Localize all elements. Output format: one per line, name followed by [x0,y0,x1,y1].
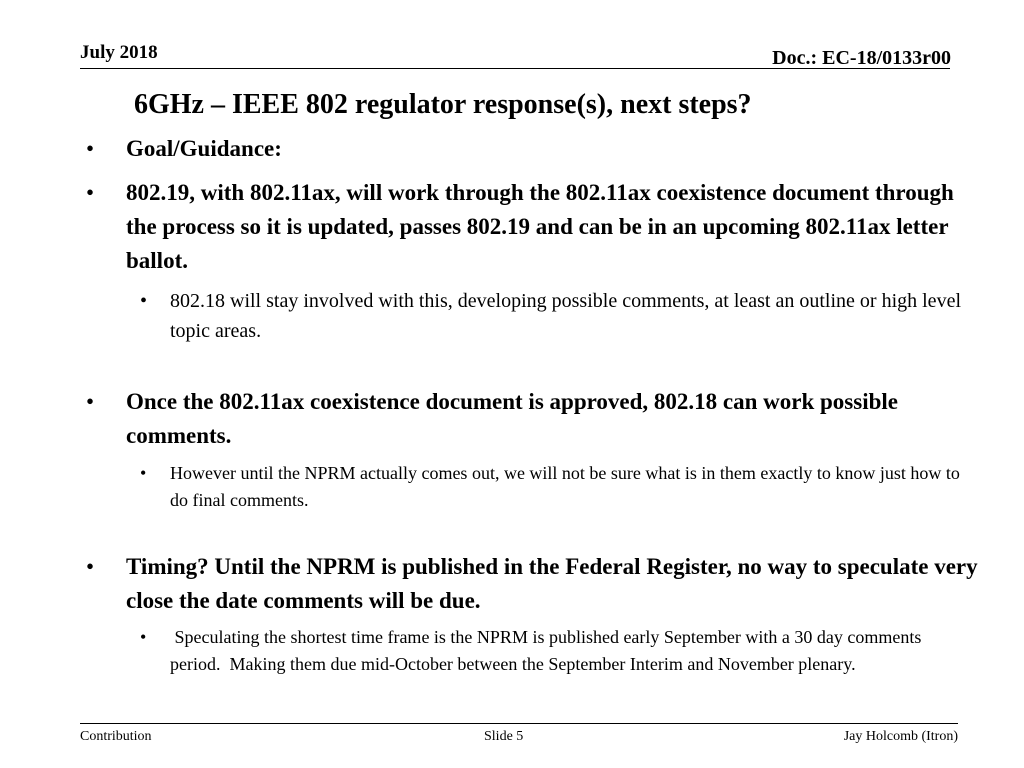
bullet-text: Timing? Until the NPRM is published in the Federal Register, no way to speculate very close the date comments will be due. [126,554,978,613]
sub-bullet-item-nprm-uncertain [140,460,980,514]
sub-bullet-item-802-18-involved [140,286,980,346]
footer-rule [80,723,958,724]
slide-title: 6GHz – IEEE 802 regulator response(s), next steps? [134,89,752,120]
sub-bullet-text: However until the NPRM actually comes out, we will not be sure what is in them exactly to know just how to do final comments. [170,463,960,510]
header-date: July 2018 [80,42,158,63]
bullet-text: Goal/Guidance: [126,136,282,161]
bullet-marker: • [86,389,95,414]
bullet-marker: • [86,554,95,579]
footer-author: Jay Holcomb (Itron) [843,729,958,744]
sub-bullet-text: Speculating the shortest time frame is the NPRM is published early September with a 30 day comments period. Making them due mid-October between the September Interim and November plenary. [170,627,926,674]
bullet-text: 802.19, with 802.11ax, will work through the 802.11ax coexistence document through the process so it is updated, passes 802.19 and can be in an upcoming 802.11ax letter ballot. [126,180,954,273]
footer-slide-number: Slide 5 [484,729,524,744]
footer-contribution: Contribution [80,729,152,744]
bullet-item-coexistence [86,176,986,278]
bullet-item-approved [86,385,986,453]
sub-bullet-marker: • [140,627,147,647]
sub-bullet-text: 802.18 will stay involved with this, developing possible comments, at least an outline or high level topic areas. [170,290,961,342]
sub-bullet-marker: • [140,463,147,483]
bullet-marker: • [86,180,95,205]
bullet-text: Once the 802.11ax coexistence document is approved, 802.18 can work possible comments. [126,389,898,448]
sub-bullet-marker: • [140,290,148,312]
sub-bullet-item-speculating [140,624,970,678]
bullet-item-timing [86,550,986,618]
bullet-marker: • [86,136,95,161]
header-doc-id: Doc.: EC-18/0133r00 [772,47,951,69]
bullet-item-goal [86,132,986,166]
header-rule [80,68,950,69]
